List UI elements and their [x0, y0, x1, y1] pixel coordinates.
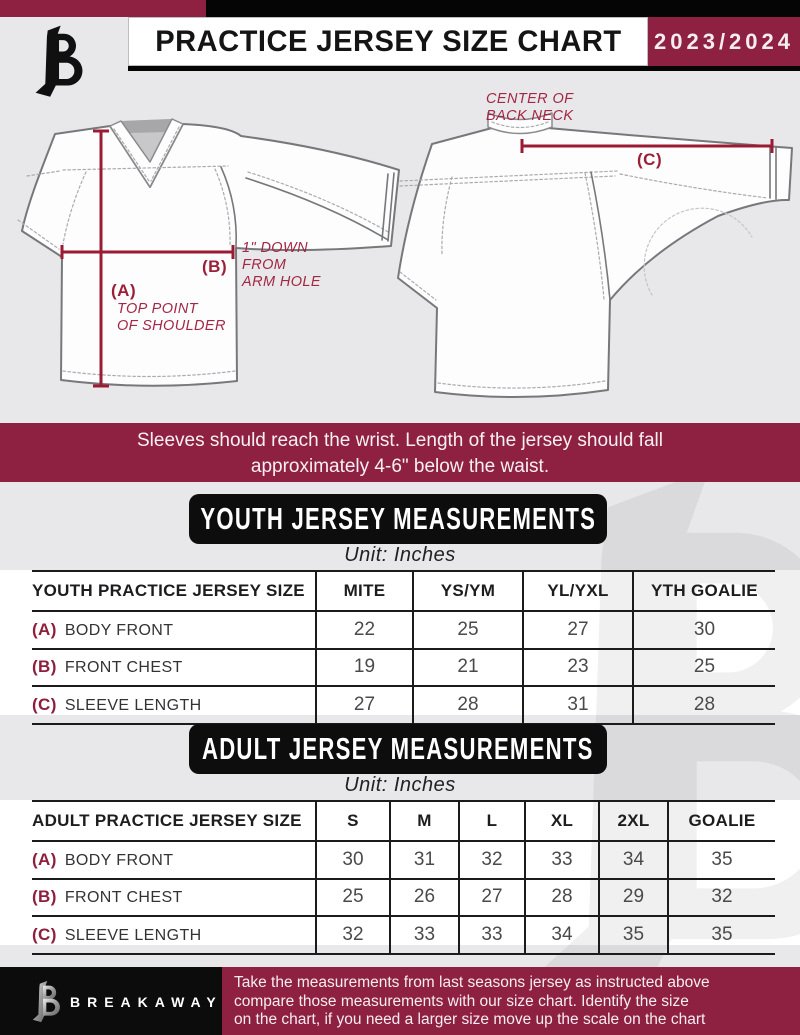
label-a-note: TOP POINT OF SHOULDER	[117, 301, 226, 334]
cell-value: 32	[711, 886, 733, 908]
cell-value: 29	[599, 879, 668, 917]
table-row	[32, 611, 775, 649]
label-a-tag: (A)	[111, 281, 137, 300]
youth-col-goalie: YTH GOALIE	[651, 581, 758, 600]
youth-col-size: YOUTH PRACTICE JERSEY SIZE	[32, 571, 316, 611]
cell-value: 19	[316, 649, 413, 687]
cell-value: 21	[413, 649, 523, 687]
cell-value: 35	[599, 916, 668, 954]
season-text: 2023/2024	[654, 28, 794, 54]
adult-col-xl: XL	[525, 801, 599, 841]
youth-col-ysym: YS/YM	[413, 571, 523, 611]
adult-col-m: M	[390, 801, 459, 841]
cell-value: 32	[316, 916, 390, 954]
fit-note-line1: Sleeves should reach the wrist. Length of the jersey should fall	[137, 430, 663, 451]
page-title-text: PRACTICE JERSEY SIZE CHART	[154, 24, 622, 58]
table-row	[32, 879, 775, 917]
fit-note-banner	[0, 423, 800, 482]
footer-note-panel	[222, 967, 800, 1035]
cell-value: 27	[316, 686, 413, 724]
cell-value: 34	[525, 916, 599, 954]
label-b-tag: (B)	[202, 257, 228, 276]
cell-value: 33	[525, 841, 599, 879]
adult-col-s: S	[316, 801, 390, 841]
youth-unit: Unit: Inches	[344, 544, 456, 566]
label-c-note: CENTER OF BACK NECK	[486, 91, 574, 124]
footer-brand-name: BREAKAWAY	[70, 994, 223, 1010]
adult-col-goalie: GOALIE	[688, 811, 756, 830]
cell-value: 35	[711, 848, 733, 870]
cell-value: 25	[693, 656, 716, 678]
youth-size-table	[32, 570, 775, 725]
table-row	[32, 916, 775, 954]
youth-row-sleeve-length: (C) SLEEVE LENGTH	[32, 686, 316, 724]
cell-value: 33	[390, 916, 459, 954]
adult-heading-text: ADULT JERSEY MEASUREMENTS	[202, 731, 594, 766]
cell-value: 25	[316, 879, 390, 917]
youth-heading	[189, 494, 607, 544]
table-row	[32, 841, 775, 879]
cell-value: 34	[599, 841, 668, 879]
cell-value: 26	[390, 879, 459, 917]
cell-value: 33	[459, 916, 525, 954]
cell-value: 32	[459, 841, 525, 879]
adult-col-2xl: 2XL	[599, 801, 668, 841]
cell-value: 28	[693, 693, 716, 715]
cell-value: 30	[693, 618, 716, 640]
label-c-tag: (C)	[637, 150, 663, 169]
breakaway-b-logo-footer-icon	[26, 980, 62, 1024]
adult-col-size: ADULT PRACTICE JERSEY SIZE	[32, 801, 316, 841]
cell-value: 27	[523, 611, 633, 649]
adult-row-body-front: (A) BODY FRONT	[32, 841, 316, 879]
table-header-row	[32, 801, 775, 841]
cell-value: 27	[459, 879, 525, 917]
footer-note-text: Take the measurements from last seasons jersey as instructed above compare those measurements with our size chart. Identify the size on the chart, if you need a larger size move up the scale on the chart	[234, 974, 710, 1028]
youth-row-body-front: (A) BODY FRONT	[32, 611, 316, 649]
cell-value: 25	[413, 611, 523, 649]
adult-unit: Unit: Inches	[344, 774, 456, 796]
back-jersey-diagram	[398, 113, 792, 397]
cell-value: 30	[316, 841, 390, 879]
label-b-note: 1" DOWN FROM ARM HOLE	[242, 240, 321, 290]
fit-note-line2: approximately 4-6" below the waist.	[250, 456, 550, 477]
adult-row-sleeve-length: (C) SLEEVE LENGTH	[32, 916, 316, 954]
adult-heading	[189, 724, 607, 774]
youth-col-mite: MITE	[316, 571, 413, 611]
cell-value: 31	[390, 841, 459, 879]
table-header-row	[32, 571, 775, 611]
adult-col-l: L	[459, 801, 525, 841]
table-row	[32, 649, 775, 687]
table-row	[32, 686, 775, 724]
cell-value: 23	[523, 649, 633, 687]
cell-value: 28	[413, 686, 523, 724]
adult-row-front-chest: (B) FRONT CHEST	[32, 879, 316, 917]
jersey-diagrams	[0, 0, 800, 430]
cell-value: 35	[711, 923, 733, 945]
cell-value: 28	[525, 879, 599, 917]
youth-row-front-chest: (B) FRONT CHEST	[32, 649, 316, 687]
youth-col-ylyxl: YL/YXL	[523, 571, 633, 611]
cell-value: 22	[316, 611, 413, 649]
cell-value: 31	[523, 686, 633, 724]
youth-heading-text: YOUTH JERSEY MEASUREMENTS	[200, 501, 596, 536]
adult-size-table	[32, 800, 775, 955]
